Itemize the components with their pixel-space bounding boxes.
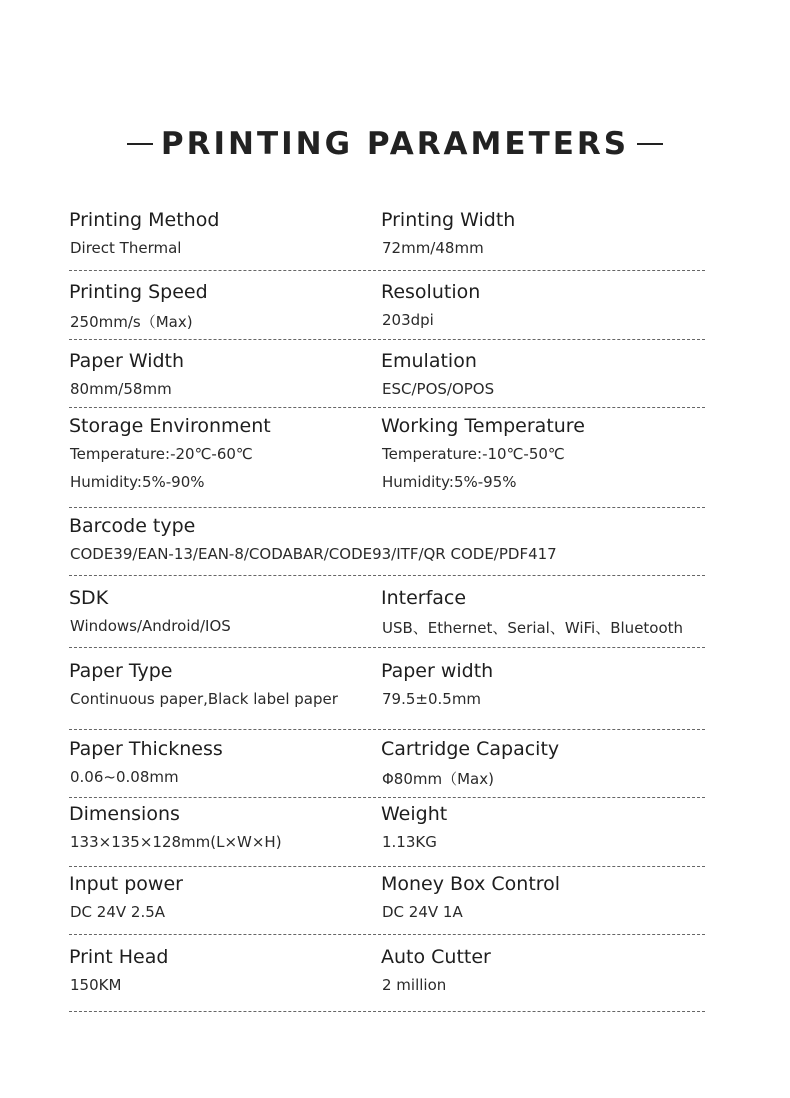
page-title-text: PRINTING PARAMETERS — [160, 126, 630, 162]
param-label: Printing Width — [381, 209, 516, 231]
param-value: Windows/Android/IOS — [70, 617, 231, 635]
param-value: Continuous paper,Black label paper — [70, 690, 338, 708]
param-label: Storage Environment — [69, 415, 271, 437]
param-label: Printing Speed — [69, 281, 208, 303]
param-value: DC 24V 1A — [382, 903, 463, 921]
param-value: 1.13KG — [382, 833, 437, 851]
param-row — [69, 587, 705, 647]
param-value: 250mm/s（Max) — [70, 313, 193, 331]
param-label: SDK — [69, 587, 109, 609]
param-row — [69, 946, 705, 1006]
param-label: Paper width — [381, 660, 494, 682]
title-dash-left — [127, 143, 153, 145]
param-label: Dimensions — [69, 803, 180, 825]
param-value: 0.06~0.08mm — [70, 768, 179, 786]
param-value: 2 million — [382, 976, 447, 994]
dashed-divider — [69, 934, 705, 935]
dashed-divider — [69, 575, 705, 576]
param-label: Cartridge Capacity — [381, 738, 560, 760]
param-row — [69, 803, 705, 863]
dashed-divider — [69, 407, 705, 408]
param-label: Print Head — [69, 946, 169, 968]
param-label: Paper Thickness — [69, 738, 223, 760]
param-row — [69, 415, 705, 491]
param-row — [69, 515, 705, 575]
param-label: Paper Width — [69, 350, 185, 372]
param-label: Printing Method — [69, 209, 220, 231]
param-value: Humidity:5%-95% — [382, 473, 517, 491]
param-value: Φ80mm（Max) — [382, 770, 494, 788]
param-value: 133×135×128mm(L×W×H) — [70, 833, 282, 851]
param-value: 72mm/48mm — [382, 239, 484, 257]
param-value: USB、Ethernet、Serial、WiFi、Bluetooth — [382, 619, 684, 637]
param-value: 150KM — [70, 976, 122, 994]
dashed-divider — [69, 729, 705, 730]
param-label: Money Box Control — [381, 873, 561, 895]
param-label: Input power — [69, 873, 183, 895]
param-value: Temperature:-20℃-60℃ — [70, 445, 253, 463]
dashed-divider — [69, 507, 705, 508]
param-value: 80mm/58mm — [70, 380, 172, 398]
param-row — [69, 281, 705, 341]
param-row — [69, 209, 705, 269]
param-row — [69, 738, 705, 798]
param-row — [69, 873, 705, 933]
param-value: CODE39/EAN-13/EAN-8/CODABAR/CODE93/ITF/QR CODE/PDF417 — [70, 545, 557, 563]
param-label: Emulation — [381, 350, 477, 372]
param-value: Humidity:5%-90% — [70, 473, 205, 491]
param-label: Weight — [381, 803, 448, 825]
param-row — [69, 660, 705, 720]
param-label: Resolution — [381, 281, 481, 303]
dashed-divider — [69, 339, 705, 340]
param-row — [69, 350, 705, 410]
title-dash-right — [637, 143, 663, 145]
param-label: Barcode type — [69, 515, 196, 537]
param-value: DC 24V 2.5A — [70, 903, 166, 921]
param-value: 203dpi — [382, 311, 434, 329]
param-label: Working Temperature — [381, 415, 585, 437]
param-value: ESC/POS/OPOS — [382, 380, 495, 398]
title-wrap — [0, 126, 790, 162]
dashed-divider — [69, 797, 705, 798]
param-label: Interface — [381, 587, 467, 609]
dashed-divider — [69, 1011, 705, 1012]
dashed-divider — [69, 647, 705, 648]
param-label: Auto Cutter — [381, 946, 491, 968]
param-value: Temperature:-10℃-50℃ — [382, 445, 565, 463]
param-value: 79.5±0.5mm — [382, 690, 482, 708]
param-label: Paper Type — [69, 660, 173, 682]
dashed-divider — [69, 270, 705, 271]
param-value: Direct Thermal — [70, 239, 182, 257]
dashed-divider — [69, 866, 705, 867]
page-title — [127, 126, 663, 162]
